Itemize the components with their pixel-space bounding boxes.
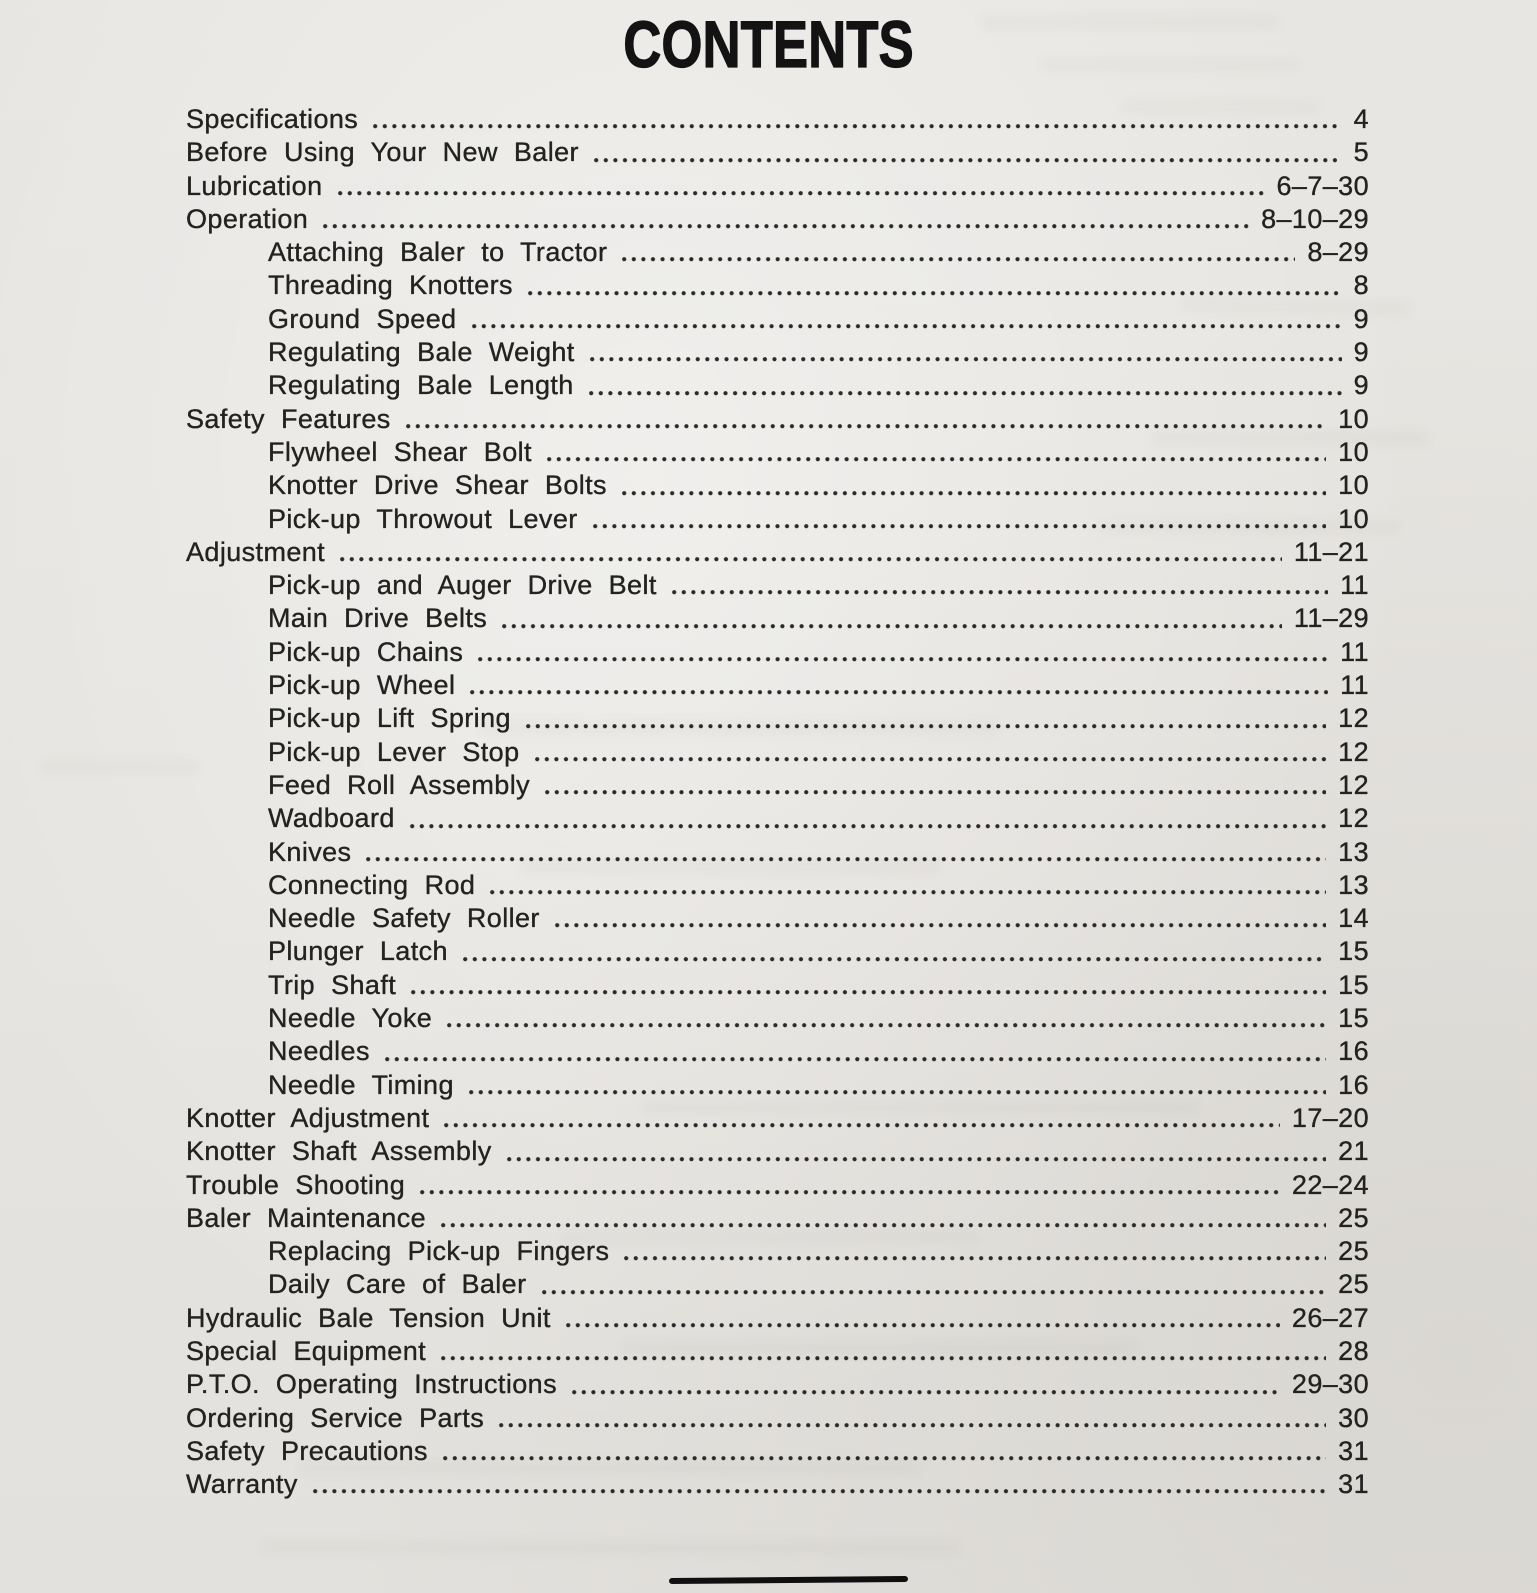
toc-entry-label: Knotter Adjustment: [186, 1102, 430, 1133]
toc-entry: [186, 403, 1369, 436]
toc-entry-label: Regulating Bale Length: [268, 370, 574, 401]
toc-entry: [186, 769, 1369, 802]
toc-entry-pages: 28: [1338, 1335, 1369, 1366]
toc-entry: [186, 669, 1369, 702]
toc-entry-pages: 4: [1353, 104, 1369, 134]
dot-leader: [339, 556, 1282, 563]
toc-entry: [186, 569, 1369, 602]
dot-leader: [468, 1089, 1326, 1096]
toc-entry: [186, 1169, 1369, 1202]
toc-entry-pages: 12: [1338, 703, 1369, 734]
toc-entry-pages: 12: [1338, 803, 1369, 834]
dot-leader: [588, 390, 1342, 397]
toc-entry: [186, 836, 1369, 869]
toc-entry-pages: 11–29: [1293, 603, 1369, 634]
footer-rule: [669, 1576, 908, 1584]
toc-entry-pages: 9: [1353, 337, 1369, 368]
toc-entry: [186, 1002, 1369, 1035]
dot-leader: [312, 1488, 1326, 1495]
toc-entry-label: Pick-up Lift Spring: [268, 703, 511, 734]
toc-entry-label: Knotter Shaft Assembly: [186, 1136, 492, 1167]
dot-leader: [446, 1022, 1326, 1029]
toc-entry-pages: 9: [1353, 370, 1369, 401]
toc-entry-label: Knotter Drive Shear Bolts: [268, 470, 607, 501]
toc-entry-label: Operation: [186, 203, 309, 234]
toc-entry: [186, 1368, 1369, 1401]
toc-entry-pages: 8: [1353, 270, 1369, 301]
toc-entry-pages: 11–21: [1293, 536, 1369, 567]
dot-leader: [565, 1322, 1280, 1329]
toc-entry-label: Daily Care of Baler: [268, 1269, 527, 1300]
toc-entry-label: Feed Roll Assembly: [268, 769, 530, 800]
toc-entry-pages: 17–20: [1291, 1102, 1369, 1133]
toc-entry: [186, 369, 1369, 402]
toc-entry-label: Adjustment: [186, 536, 326, 567]
toc-entry: [186, 1468, 1369, 1501]
toc-entry-label: Needle Timing: [268, 1069, 454, 1100]
dot-leader: [405, 423, 1326, 430]
toc-entry: [186, 436, 1369, 469]
toc-entry-pages: 8–29: [1307, 237, 1369, 268]
toc-entry-label: Needle Safety Roller: [268, 903, 540, 934]
page-title: CONTENTS: [623, 7, 914, 81]
dot-leader: [384, 1056, 1326, 1063]
toc-entry: [186, 469, 1369, 502]
toc-entry-label: Lubrication: [186, 170, 323, 201]
toc-entry-pages: 31: [1338, 1435, 1369, 1466]
toc-entry: [186, 1102, 1369, 1135]
toc-entry-pages: 12: [1338, 769, 1369, 800]
toc-entry-pages: 13: [1338, 869, 1369, 900]
toc-entry: [186, 636, 1369, 669]
toc-entry: [186, 1035, 1369, 1068]
toc-entry-label: Specifications: [186, 104, 359, 134]
toc-entry: [186, 702, 1369, 735]
dot-leader: [592, 523, 1327, 530]
toc-entry-pages: 10: [1338, 503, 1369, 534]
toc-entry-label: Pick-up and Auger Drive Belt: [268, 570, 657, 601]
toc-entry-label: Threading Knotters: [268, 270, 513, 301]
toc-entry: [186, 1268, 1369, 1301]
toc-entry: [186, 902, 1369, 935]
toc-entry: [186, 103, 1369, 136]
toc-entry: [186, 1435, 1369, 1468]
toc-entry-label: Pick-up Throwout Lever: [268, 503, 578, 534]
dot-leader: [546, 456, 1326, 463]
dot-leader: [623, 1255, 1326, 1262]
toc-entry-label: Main Drive Belts: [268, 603, 488, 634]
toc-entry: [186, 503, 1369, 536]
toc-entry-label: Needles: [268, 1036, 370, 1067]
dot-leader: [409, 823, 1326, 830]
toc-entry-pages: 12: [1338, 736, 1369, 767]
toc-entry-label: Needle Yoke: [268, 1003, 433, 1034]
toc-entry-pages: 31: [1338, 1469, 1369, 1500]
toc-entry-pages: 25: [1338, 1269, 1369, 1300]
toc-entry-pages: 30: [1338, 1402, 1369, 1433]
toc-entry: [186, 536, 1369, 569]
dot-leader: [671, 589, 1328, 596]
toc-entry-label: Connecting Rod: [268, 869, 476, 900]
toc-entry-pages: 26–27: [1291, 1302, 1369, 1333]
toc-entry-label: Plunger Latch: [268, 936, 448, 967]
dot-leader: [544, 789, 1326, 796]
toc-entry-label: Trip Shaft: [268, 969, 397, 1000]
toc-entry-label: Pick-up Wheel: [268, 670, 456, 701]
toc-entry-label: Wadboard: [268, 803, 395, 834]
scan-artifact: [40, 760, 200, 774]
toc-entry: [186, 1135, 1369, 1168]
toc-entry-label: Warranty: [186, 1469, 298, 1500]
toc-list: [186, 103, 1369, 1501]
toc-entry: [186, 170, 1369, 203]
dot-leader: [534, 756, 1327, 763]
toc-entry: [186, 203, 1369, 236]
toc-entry-pages: 10: [1338, 403, 1369, 434]
toc-entry: [186, 336, 1369, 369]
dot-leader: [589, 356, 1342, 363]
toc-entry: [186, 1335, 1369, 1368]
dot-leader: [501, 623, 1282, 630]
toc-entry-pages: 14: [1338, 903, 1369, 934]
toc-entry-label: Replacing Pick-up Fingers: [268, 1236, 610, 1267]
toc-entry: [186, 1402, 1369, 1435]
toc-entry-label: Safety Features: [186, 403, 391, 434]
dot-leader: [442, 1455, 1326, 1462]
toc-entry-label: Ground Speed: [268, 303, 457, 334]
dot-leader: [541, 1289, 1327, 1296]
toc-entry: [186, 1235, 1369, 1268]
dot-leader: [443, 1122, 1279, 1129]
toc-entry-label: Safety Precautions: [186, 1435, 428, 1466]
toc-entry: [186, 303, 1369, 336]
toc-entry-pages: 21: [1338, 1136, 1369, 1167]
toc-entry-label: Baler Maintenance: [186, 1202, 427, 1233]
dot-leader: [410, 989, 1326, 996]
toc-entry: [186, 269, 1369, 302]
dot-leader: [322, 223, 1249, 230]
dot-leader: [372, 123, 1341, 130]
toc-entry: [186, 1069, 1369, 1102]
dot-leader: [621, 256, 1295, 263]
toc-entry: [186, 602, 1369, 635]
dot-leader: [462, 956, 1326, 963]
dot-leader: [469, 689, 1328, 696]
dot-leader: [593, 157, 1342, 164]
dot-leader: [506, 1156, 1327, 1163]
dot-leader: [419, 1189, 1280, 1196]
toc-entry-label: Knives: [268, 836, 352, 867]
toc-entry-label: Attaching Baler to Tractor: [268, 237, 608, 268]
toc-entry-pages: 9: [1353, 303, 1369, 334]
toc-entry-label: Ordering Service Parts: [186, 1402, 485, 1433]
dot-leader: [489, 889, 1326, 896]
toc-entry-pages: 15: [1338, 969, 1369, 1000]
toc-entry: [186, 736, 1369, 769]
toc-entry-pages: 11: [1340, 570, 1369, 601]
toc-entry-pages: 25: [1338, 1202, 1369, 1233]
dot-leader: [471, 323, 1342, 330]
toc-entry: [186, 1302, 1369, 1335]
toc-entry-pages: 11: [1340, 636, 1369, 667]
toc-entry-label: Before Using Your New Baler: [186, 137, 579, 168]
dot-leader: [498, 1422, 1326, 1429]
dot-leader: [337, 190, 1265, 197]
toc-entry-pages: 11: [1340, 670, 1369, 701]
toc-entry-pages: 22–24: [1291, 1169, 1369, 1200]
dot-leader: [477, 656, 1328, 663]
toc-entry-pages: 5: [1353, 137, 1369, 168]
toc-entry-pages: 6–7–30: [1276, 170, 1369, 201]
dot-leader: [554, 922, 1326, 929]
toc-entry-label: Hydraulic Bale Tension Unit: [186, 1302, 551, 1333]
dot-leader: [525, 723, 1326, 730]
toc-entry-label: Trouble Shooting: [186, 1169, 406, 1200]
toc-entry: [186, 136, 1369, 169]
toc-entry-pages: 13: [1338, 836, 1369, 867]
dot-leader: [527, 290, 1342, 297]
dot-leader: [440, 1355, 1326, 1362]
toc-entry-label: Regulating Bale Weight: [268, 337, 575, 368]
toc-entry: [186, 1202, 1369, 1235]
toc-entry-pages: 16: [1338, 1036, 1369, 1067]
toc-entry-label: Flywheel Shear Bolt: [268, 436, 532, 467]
dot-leader: [571, 1389, 1280, 1396]
toc-entry: [186, 236, 1369, 269]
toc-entry: [186, 935, 1369, 968]
toc-entry-pages: 15: [1338, 1003, 1369, 1034]
toc-entry: [186, 869, 1369, 902]
toc-entry-pages: 29–30: [1291, 1369, 1369, 1400]
toc-entry-pages: 10: [1338, 436, 1369, 467]
toc-entry: [186, 802, 1369, 835]
toc-entry-pages: 15: [1338, 936, 1369, 967]
toc-entry: [186, 969, 1369, 1002]
dot-leader: [440, 1222, 1326, 1229]
toc-entry-pages: 10: [1338, 470, 1369, 501]
dot-leader: [621, 490, 1326, 497]
toc-entry-pages: 8–10–29: [1261, 203, 1369, 234]
toc-entry-label: Special Equipment: [186, 1335, 427, 1366]
toc-entry-label: Pick-up Lever Stop: [268, 736, 520, 767]
toc-entry-pages: 16: [1338, 1069, 1369, 1100]
scan-artifact: [260, 1540, 960, 1555]
toc-entry-pages: 25: [1338, 1236, 1369, 1267]
toc-entry-label: P.T.O. Operating Instructions: [186, 1369, 557, 1400]
toc-entry-label: Pick-up Chains: [268, 636, 464, 667]
dot-leader: [365, 856, 1326, 863]
